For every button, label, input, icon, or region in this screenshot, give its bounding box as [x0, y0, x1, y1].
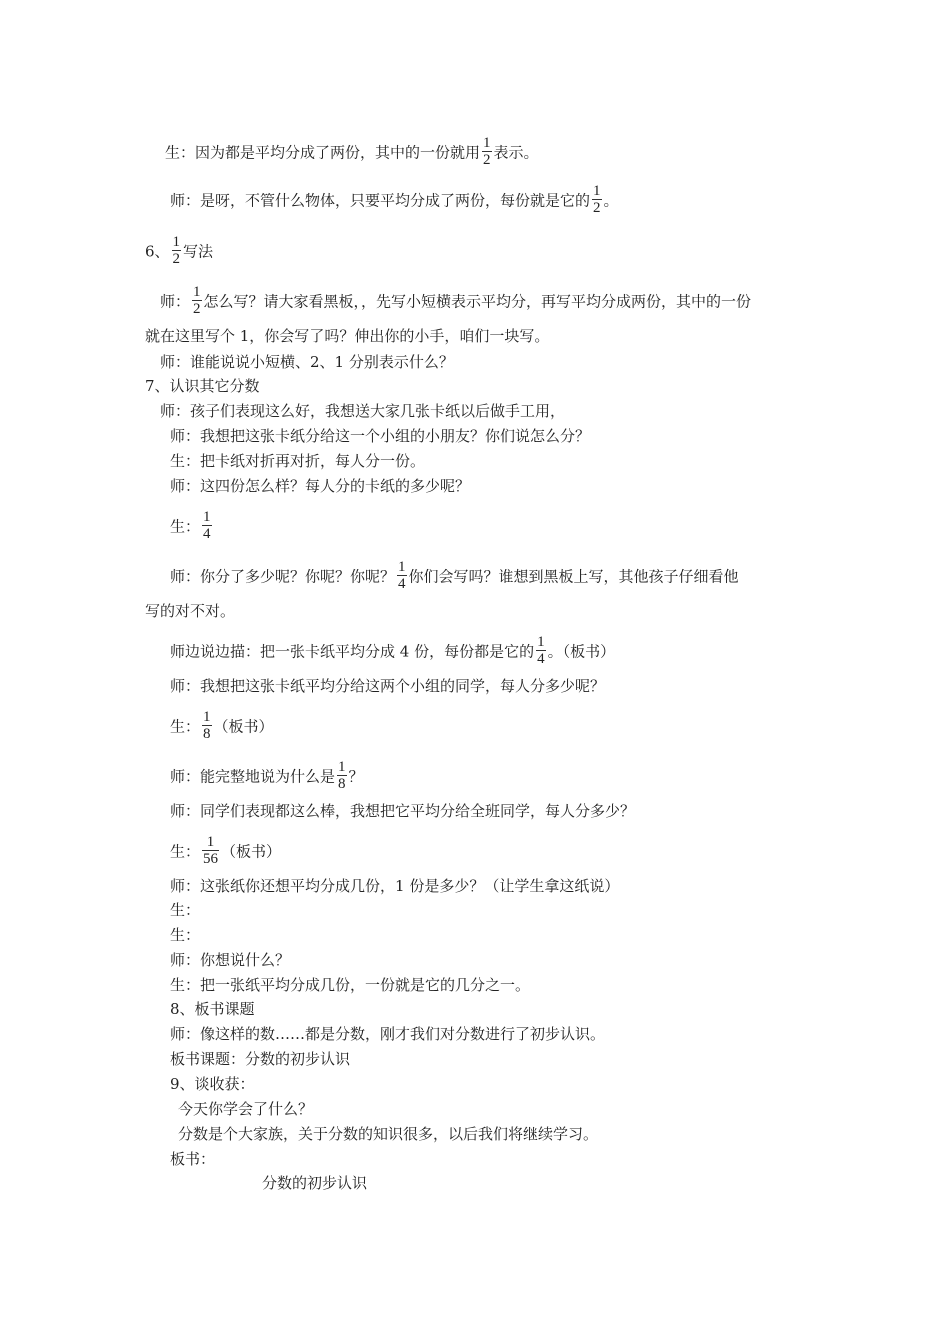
text-run: 8、板书课题 [170, 1000, 255, 1018]
fraction-numerator: 1 [537, 634, 545, 650]
text-run: 师：我想把这张卡纸分给这一个小组的小朋友？你们说怎么分？ [170, 427, 591, 445]
text-run: 师： [160, 292, 191, 311]
fraction [192, 284, 202, 317]
fraction-denominator: 8 [203, 726, 211, 742]
text-run: 。（板书） [547, 642, 616, 661]
dialogue-line [170, 836, 281, 869]
fraction-denominator: 2 [193, 301, 201, 317]
dialogue-line [170, 761, 364, 794]
fraction-denominator: 2 [593, 200, 601, 216]
section-heading [145, 377, 260, 395]
section-heading [170, 1000, 255, 1018]
text-run: 师：这张纸你还想平均分成几份，1 份是多少？（让学生拿这纸说） [170, 877, 620, 895]
dialogue-line [170, 802, 635, 820]
dialogue-line [160, 402, 565, 420]
dialogue-line [170, 185, 619, 218]
text-run: 表示。 [493, 143, 539, 162]
text-run: 师：孩子们表现这么好，我想送大家几张卡纸以后做手工用， [160, 402, 566, 420]
text-run: 生：把一张纸平均分成几份，一份就是它的几分之一。 [170, 976, 531, 994]
fraction [202, 509, 212, 542]
dialogue-line [170, 561, 739, 594]
fraction-denominator: 4 [398, 576, 406, 592]
fraction-numerator: 1 [193, 284, 201, 300]
fraction [482, 135, 492, 168]
text-run: 7、认识其它分数 [145, 377, 260, 395]
fraction [202, 834, 219, 867]
dialogue-line [170, 636, 615, 669]
text-run: （板书） [221, 842, 282, 861]
text-run: 师：同学们表现都这么棒，我想把它平均分给全班同学，每人分多少？ [170, 802, 636, 820]
dialogue-line [170, 877, 619, 895]
dialogue-line [170, 1150, 215, 1168]
text-run: 师：像这样的数……都是分数，刚才我们对分数进行了初步认识。 [170, 1025, 606, 1043]
dialogue-line [178, 1125, 598, 1143]
dialogue-line [160, 353, 454, 371]
text-run: 师：这四份怎么样？每人分的卡纸的多少呢？ [170, 477, 471, 495]
text-run: 6、 [145, 242, 170, 261]
text-run: 怎么写？请大家看黑板，，先写小短横表示平均分，再写平均分成两份，其中的一份 [203, 292, 752, 311]
text-run: 生： [170, 517, 201, 536]
fraction [202, 709, 212, 742]
fraction-denominator: 56 [203, 851, 219, 867]
fraction-denominator: 8 [338, 776, 346, 792]
text-run: 生：把卡纸对折再对折，每人分一份。 [170, 452, 426, 470]
section-heading [145, 236, 213, 269]
fraction [592, 183, 602, 216]
fraction [397, 559, 407, 592]
text-run: 师：我想把这张卡纸平均分给这两个小组的同学，每人分多少呢？ [170, 677, 606, 695]
fraction-denominator: 2 [172, 251, 181, 267]
dialogue-line [165, 137, 539, 170]
text-run: 生： [170, 901, 201, 919]
fraction-denominator: 4 [203, 526, 211, 542]
text-run: 板书课题：分数的初步认识 [170, 1050, 351, 1068]
text-run: 师：你分了多少呢？你呢？你呢？ [170, 567, 396, 586]
dialogue-line [160, 286, 751, 319]
dialogue-line [170, 511, 214, 544]
text-run: 师：是呀，不管什么物体，只要平均分成了两份，每份就是它的 [170, 191, 591, 210]
fraction-denominator: 2 [483, 152, 491, 168]
fraction [337, 759, 347, 792]
text-run: 今天你学会了什么？ [178, 1100, 314, 1118]
dialogue-line [145, 327, 549, 345]
fraction [172, 234, 182, 267]
fraction-numerator: 1 [203, 709, 211, 725]
dialogue-line [170, 477, 470, 495]
fraction-numerator: 1 [338, 759, 346, 775]
text-run: 你们会写吗？谁想到黑板上写，其他孩子仔细看他 [408, 567, 739, 586]
dialogue-line [170, 427, 590, 445]
fraction-numerator: 1 [203, 509, 211, 525]
dialogue-line [170, 926, 200, 944]
dialogue-line [170, 452, 425, 470]
dialogue-line [170, 901, 200, 919]
text-run: 9、谈收获： [170, 1075, 255, 1093]
dialogue-line [170, 1025, 605, 1043]
dialogue-line [170, 711, 274, 744]
section-heading [170, 1075, 255, 1093]
dialogue-line [178, 1100, 313, 1118]
dialogue-line [170, 677, 605, 695]
text-run: ？ [348, 767, 364, 786]
text-run: 就在这里写个 1，你会写了吗？伸出你的小手，咱们一块写。 [145, 327, 550, 345]
text-run: 生： [170, 926, 201, 944]
fraction [536, 634, 546, 667]
dialogue-line [170, 951, 290, 969]
text-run: 。 [603, 191, 619, 210]
fraction-numerator: 1 [206, 834, 215, 850]
fraction-numerator: 1 [483, 135, 491, 151]
fraction-numerator: 1 [172, 234, 181, 250]
dialogue-line [170, 976, 530, 994]
text-run: 写法 [183, 242, 214, 261]
dialogue-line [145, 602, 235, 620]
text-run: 师：能完整地说为什么是 [170, 767, 336, 786]
fraction-denominator: 4 [537, 651, 545, 667]
text-run: 板书： [170, 1150, 216, 1168]
text-run: 分数是个大家族，关于分数的知识很多，以后我们将继续学习。 [178, 1125, 599, 1143]
fraction-numerator: 1 [593, 183, 601, 199]
text-run: 师：你想说什么？ [170, 951, 291, 969]
text-run: 生：因为都是平均分成了两份，其中的一份就用 [165, 143, 481, 162]
text-run: 分数的初步认识 [262, 1174, 368, 1192]
text-run: （板书） [213, 717, 274, 736]
text-run: 生： [170, 842, 201, 861]
dialogue-line [170, 1050, 350, 1068]
blackboard-title [262, 1174, 367, 1192]
fraction-numerator: 1 [398, 559, 406, 575]
text-run: 写的对不对。 [145, 602, 236, 620]
text-run: 生： [170, 717, 201, 736]
text-run: 师边说边描：把一张卡纸平均分成 4 份，每份都是它的 [170, 642, 535, 661]
text-run: 师：谁能说说小短横、2、1 分别表示什么？ [160, 353, 454, 371]
